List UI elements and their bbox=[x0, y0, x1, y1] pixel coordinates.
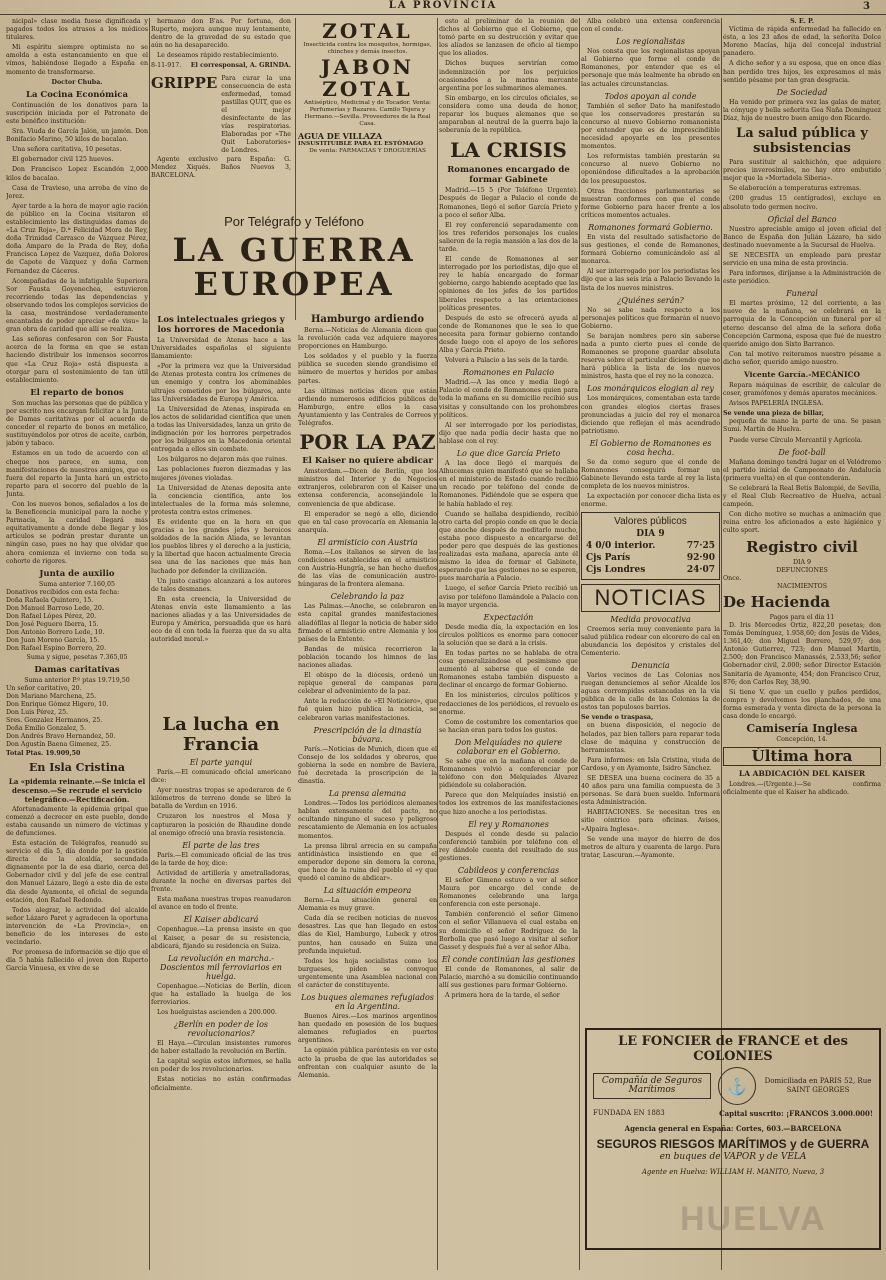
article-text: Esta mañana nuestras tropas reanudaron el avance en todo el frente. bbox=[151, 896, 291, 912]
water-sale: De venta: FARMACIAS Y DROGUERÍAS bbox=[309, 148, 426, 154]
article-text: Son muchas las personas que de pública y por escrito nos encargan felicitar a la Junta de Damas caritativas por el acuerdo de conceder el reparto de bonos en metálico, sustituyéndolos por otros de aceite, carbón, jabón y tabaco. bbox=[6, 399, 148, 448]
classified: SE NECESITA un empleado para prestar servicio en una mina de esta provincia. bbox=[723, 251, 881, 267]
article-text: en buena disposición, el negocio de helados, paz bien tallers para reparar toda clase de máquina y construcción de herramientas. bbox=[581, 722, 720, 754]
article-text: El conde de Romanones al ser interrogado por los periodistas, dijo que el rey le había encargado de formar gobierno, cargo habiendo aceptado que las opiniones de los jefes de los partidos liberales respecto a las orientaciones políticas presentes. bbox=[439, 256, 578, 312]
article-text: El rey conferenció separadamente con los tres referidos personajes los cuales salieron de la regia mansión a las dos de la tarde. bbox=[439, 221, 578, 253]
list-item: Don Mariano Marchena, 25. bbox=[6, 692, 97, 700]
subheadline: Don Melquíades no quiere colaborar en el Gobierno. bbox=[454, 737, 563, 756]
subheadline: El rey y Romanones bbox=[468, 819, 549, 829]
article-text: La Universidad de Atenas deposita ante la conciencia científica, ante los intelectuales de la forma más solemne, protesta contra estos crímenes. bbox=[151, 484, 291, 516]
headline-bonos: El reparto de bonos bbox=[30, 387, 124, 398]
classified: Repara máquinas de escribir, de calcular de coser, gramófonos y demás aparatos mecánicos. bbox=[723, 382, 881, 398]
article-text: Cuando se hallaba despidiendo, recibió otro carta del propio conde en que le decía que anoche después de meditarlo mucho, estaba poco dispuesto a encargarse del poder pero que después de las gestiones realizadas esta mañana, aparecía ante él mismo la idea de formar el Gabinete, esperando que las gestiones no se esperen, pues marcharía a Palacio. bbox=[439, 510, 578, 583]
date: 8-11-917. bbox=[151, 62, 182, 70]
subheadline: Oficial del Banco bbox=[767, 214, 837, 224]
article-text: Al ser interrogado por los periodistas, dijo que nada podía decir hasta que no hablase con el rey. bbox=[439, 421, 578, 445]
article-text: Nos consta que los regionalistas apoyan al Gobierno que forme el conde de Romanones, por entender que es el personaje que más lealmente ha obrado en las actuales circunstancias. bbox=[581, 48, 720, 88]
headline-hamburgo: Hamburgo ardiendo bbox=[310, 314, 425, 325]
list-item: Doña Emilio Gonzalez, 5. bbox=[6, 725, 87, 733]
page-number: 3 bbox=[863, 1, 872, 12]
subheadline: El conde continúan las gestiones bbox=[441, 954, 576, 964]
article-text: Suma anterior P.º ptas 19.719,50 bbox=[24, 676, 130, 684]
registro-day: DIA 9 bbox=[792, 558, 812, 566]
subheadline: Los buques alemanes refugiados en la Argentina. bbox=[301, 993, 434, 1012]
subheadline: Denuncia bbox=[631, 660, 670, 670]
subheadline: ¿Quiénes serán? bbox=[617, 295, 684, 305]
headline-junta: Junta de auxilio bbox=[39, 568, 115, 579]
headline-isla-cristina: En Isla Cristina bbox=[29, 760, 125, 774]
ad-founded: FUNDADA EN 1883 bbox=[593, 1109, 665, 1117]
list-item: Don Juan Moreno García, 15. bbox=[6, 637, 100, 645]
subheadline: El Gobierno de Romanones es cosa hecha. bbox=[589, 438, 712, 457]
article-text: Para sustituir al salchichón, que adquiere precios inverosímiles, no hay otro embutido mejor que la «Mortadela Siberia». bbox=[723, 159, 881, 183]
headline-damas: Damas caritativas bbox=[34, 664, 120, 675]
subheadline: Romanones encargado de formar Gabinete bbox=[447, 165, 570, 186]
article-text: nicipal» clase media fuese dignificada y pagados todos los atrasos a los médicos titulares. bbox=[6, 18, 148, 42]
article-text: Amsterdam.—Dicen de Berlín, que los ministros del Interior y de Negocios extranjeros, celebraron con el Kaiser una extensa conferencia, aconsejándole la conveniencia de que abdicase. bbox=[298, 468, 437, 508]
article-text: La capital según estos informes, se halla en poder de los revolucionarios. bbox=[151, 1058, 291, 1074]
article-text: Total Ptas. 19.909,50 bbox=[6, 749, 81, 757]
classified: Se vende una mayor de hierro de dos metros de altura y cuarenta de largo. Para tratar, Lascuran.—Ayamonte. bbox=[581, 835, 720, 859]
article-text: Se celebrará la Real Betis Balompié, de Sevilla, y el Real Club Recreativo de Huelva, actual campeón. bbox=[723, 484, 881, 509]
article-text: Después de esto se ofrecerá ayuda al conde de Romanones que le sea lo que necesita para formar gobierno contando desde luego con el apoyo de los señores Alba y García Prieto. bbox=[439, 314, 578, 355]
headline-salud: La salud pública y subsistencias bbox=[736, 126, 868, 157]
ad-company: Compañía de Seguros Marítimos bbox=[593, 1073, 711, 1099]
classified-head: Se vende o traspasa, bbox=[581, 714, 654, 722]
article-text: El conde de Romanones, al salir de Palacio, marchó a su domicilio continuando allí sus gestiones para formar Gobierno. bbox=[439, 965, 578, 989]
article-text: El Haya.—Circulan insistentes rumores de haber estallado la revolución en Berlín. bbox=[151, 1040, 291, 1056]
article-text: La opinión pública paréntesis en ver este acto la prueba de que las autoridades se enfrentan con cualquier asunto de la Alemania. bbox=[298, 1047, 437, 1079]
article-text: Las señoras confesaron con Sor Fausta acerca de la forma en que se estan haciendo distribuir los inmensos socorros que «La Cruz Roja» está dispuesta a otorgar para el sostenimiento de tan útil establecimiento. bbox=[6, 336, 148, 384]
water-title: AGUA DE VILLAZA bbox=[298, 131, 383, 141]
subheadline: Lo que dice García Prieto bbox=[456, 449, 561, 459]
list-item: Don Luis Pérez, 25. bbox=[6, 709, 69, 717]
ad-riesgos: SEGUROS RIESGOS MARÍTIMOS y de GUERRA bbox=[596, 1137, 870, 1151]
article-text: A dicho señor y a su esposa, que en once días han perdido tres hijos, les expresamos el más sentido pésame por tan gran desgracia. bbox=[723, 60, 881, 84]
article-text: Ha venido por primera vez las galas de mater, la cónyuge y bella señorita Gea Ñaña Domínguez Díaz, hija de nuestro buen amigo don Ricardo. bbox=[723, 98, 881, 122]
article-text: Esta estación de Telégrafos, reanudó su servicio el día 5, día donde por la gestión directa de la alcaldía, secundada dignamente por la de esa diario, cerca del Gobernador civil y del jefe de ese central don Manuel Lázaro, llegó a este dia de este dia desde Ayamonte, el oficial de segunda estación, don Rafael Redondo. bbox=[6, 839, 148, 904]
article-text: Los reformistas también prestarán su concurso al nuevo Gobierno no oponiéndose dificultades a la aprobación de los presupuestos. bbox=[581, 153, 720, 185]
article-text: Ayer nuestras tropas se apoderaron de 6 kilómetros de terreno donde se libró la batalla de Verdun en 1916. bbox=[151, 787, 291, 811]
article-text: Se da como seguro que el conde de Romanones conseguirá formar un Gabinete llevando esta tarde al rey la lista completa de los nuevos ministros. bbox=[581, 458, 720, 491]
grippe-agent: Agente exclusivo para España: G. Mendez Xiqués. Baños Nuevos 3, BARCELONA. bbox=[151, 155, 291, 179]
article-text: Copenhague.—Noticias de Berlín, dicen que ha estallado la huelga de los ferroviarios. bbox=[151, 982, 291, 1006]
soap-title: JABON ZOTAL bbox=[321, 55, 414, 101]
column-4 bbox=[439, 18, 578, 1272]
article-text: También el señor Dato ha manifestado que los conservadores prestarán su concurso al nuevo Gobierno romanonista por entender que es de imprescindible necesidad apoyarle en los presentes momentos. bbox=[581, 102, 720, 151]
subheadline: La revolución en marcha.-Doscientos mil ferroviarios en huelga. bbox=[160, 953, 282, 981]
article-text: Buenos Aires.—Los marinos argentinos han quedado en posesión de los buques alemanes refugiados en puertos argentinos. bbox=[298, 1013, 437, 1045]
subheadline: Celebrando la paz bbox=[330, 592, 405, 602]
article-text: Suma anterior 7.160,05 bbox=[38, 580, 116, 588]
article-text: Berna.—La situación general en Alemania es muy grave. bbox=[298, 897, 437, 913]
article-text: Afortunadamente la epidemia gripal que comenzó a decrecer en este pueblo, donde estaba causando un número de víctimas y de defunciones. bbox=[6, 805, 148, 837]
article-text: Estas noticias no están confirmadas oficialmente. bbox=[151, 1076, 291, 1092]
ad-title: LE FONCIER de FRANCE et des COLONIES bbox=[618, 1034, 848, 1064]
article-text: D. Iris Mercedes Ortiz, 822,20 pesetas; don Tomás Domínguez, 1.958,60; don Jesús de Vides, 1.361,40; don Miguel Borrero, 529,97; don Antonio Gutierrez, 723; don Manuel Martín, 2.500; don Francisco Manassés, 2.533,56; señor Gobernador civil, 2.000; señor Director Estación Sanitaria de Ayamonte, 454; don Francisco Cruz, 876; don Carlos Rey, 38,90. bbox=[723, 621, 881, 686]
article-text: Desde media día, la expectación en los círculos políticos es enorme para conocer la solución que se dará a la crisis. bbox=[439, 623, 578, 647]
article-text: Los monárquicos, comentaban esta tarde con grandes elogios ciertas frases pronunciadas a juicio del rey el monarca diciendo que reflejan el más acendrado patriotismo. bbox=[581, 395, 720, 435]
list-item: Don José Peguero Iberra, 15. bbox=[6, 621, 99, 629]
article-text: Con tal motivo reiteramos nuestro pésame a dicho señor, querido amigo nuestro. bbox=[723, 350, 881, 366]
banner-title: LA GUERRA EUROPEA bbox=[172, 231, 416, 303]
article-text: En todas partes no se hablaba de otra cosa generalizándose el pesimismo que aumentó al saberse que el conde de Romanones estaba también dispuesto a declinar el encargo de formar Gobierno. bbox=[439, 650, 578, 690]
column-5 bbox=[581, 18, 720, 1020]
article-text: Copenhague.—La prensa insiste en que el Kaiser, a pesar de su resistencia, abdicará, fijando su residencia en Suiza. bbox=[151, 926, 291, 950]
article-text: Sin embargo, en los círculos oficiales, se considera como una deuda de honor, reparar los buques alemanes que se amparaban al neutral de la guerra bajo la soberanía de la república. bbox=[439, 94, 578, 135]
subheadline: La «pidemia reinante.—Se inicia el descenso.—Se recrude el servicio telegráfico.—Rectificación. bbox=[8, 776, 146, 804]
article-text: No se sabe nada respecto a los personajes políticos que formarán el nuevo Gobierno. bbox=[581, 306, 720, 330]
column-6 bbox=[723, 18, 881, 1020]
column-rule bbox=[437, 18, 438, 1270]
archive-watermark: HUELVA bbox=[680, 1200, 827, 1238]
article-text: Acompañadas de la infatigable Superiora Sor Fausta Goyenechea, estuvieron recorriendo todas las dependencias y observando todos los complejos servicios de la casa, mostrándose verdaderamente encantadas de poder apreciar «de visu» la gran obra de caridad que allí se realiza. bbox=[6, 277, 148, 334]
column-rule bbox=[579, 18, 580, 1270]
article-text: Un justo castigo alcanzará a los autores de tales desmanes. bbox=[151, 577, 291, 593]
article-text: En esta creencia, la Universidad de Atenas envía este llamamiento a las naciones aliadas y a las Universidades de Europa y América, persuadida que es hará eco de él con toda la fuerza que da su alta autoridad moral.» bbox=[151, 595, 291, 644]
war-banner bbox=[151, 212, 437, 301]
article-text: Todos alegrar, le actividad del alcalde señor Lázaro Paret y agradecen la oportuna intervención de «La Provincia», en beneficio de los intereses de este vecindario. bbox=[6, 906, 148, 947]
subheadline: Expectación bbox=[483, 612, 534, 622]
values-title: Valores públicos bbox=[614, 515, 687, 527]
article-text: La expectación por conocer dicha lista es enorme. bbox=[581, 493, 720, 509]
article-text: París.—El comunicado oficial de las tres de la tarde de hoy, dice: bbox=[151, 851, 291, 867]
article-text: El señor Gimeno estuvo a ver al señor Maura por encargo del conde de Romanones celebrando una larga conferencia con este personaje. bbox=[439, 876, 578, 909]
article-text: Como de costumbre los comentarios que se hacían eran para todos los gustos. bbox=[439, 718, 578, 734]
classified: Puede verse Círculo Mercantil y Agrícola. bbox=[729, 436, 863, 444]
article-text: Dichos buques servirían como indemnización por los perjuicios ocasionados a la marina mercante argentina por los submarinos alemanes. bbox=[439, 60, 578, 92]
article-text: Pagos para el día 11 bbox=[769, 613, 835, 621]
subheadline: Romanones en Palacio bbox=[462, 368, 555, 378]
article-text: Las últimas noticias dicen que están ardiendo numerosos edificios públicos de Hamburgo, entre ellos la casa Ayuntamiento y las Centrales de Correos y Telégrafos. bbox=[298, 387, 437, 428]
headline-lucha: La lucha en Francia bbox=[162, 714, 280, 755]
headline-ultima: Última hora bbox=[723, 747, 881, 766]
article-text: Otras fracciones parlamentarias se muestran conformes con que el conde forme Gobierno para hacer frente a los críticos momentos actuales. bbox=[581, 187, 720, 219]
subheadline: El Kaiser abdicará bbox=[183, 915, 259, 925]
article-text: A las doce llegó el marqués de Alhucemas quien manifestó que se hallaba en el ministerio de Estado cuando recibió un recado por teléfono del conde de Romanones. Pidiéndole que se espera que le había hablado el rey. bbox=[439, 460, 578, 508]
article-text: La Universidad de Atenas, inspirada en los actos de solidaridad científica que unen a todas las Universidades, lanza un grito de indignación por los horrores perpetrados por los búlgaros en la Macedonia oriental entregada a ellos sin combate. bbox=[151, 405, 291, 454]
subheadline: Prescripción de la dinastía bávara. bbox=[313, 725, 422, 744]
article-text: El obispo de la diócesis, ordenó un repique general de campanas para celebrar el advenimiento de la paz. bbox=[298, 672, 437, 696]
article-text: Roma.—Los italianos se sirven de las condiciones establecidas en el armisticio con Austria-Hungría, se han hecho dueños de las vías de comunicación austro-húngaras de la frontera alemana. bbox=[298, 548, 437, 589]
article-text: Los soldados y el pueblo y la fuerza pública se suceden siendo grandísimo el número de muertos y heridos por ambas partes. bbox=[298, 353, 437, 385]
subheadline: LA ABDICACIÓN DEL KAISER bbox=[738, 769, 866, 779]
article-text: Mi espíritu siempre optimista no se amolda a esta estancamiento en que el vimos, habiéndose llegado a España en momento de transformarse. bbox=[6, 44, 148, 76]
value-row: 4 0/0 interior. 77·25 bbox=[586, 540, 715, 551]
classified-head: Se vende una pieza de billar, bbox=[723, 410, 824, 418]
article-text: Las poblaciones fueron diezmadas y las mujeres jóvenes violadas. bbox=[151, 466, 291, 482]
article-text: Con los nuevos bonos, señalados a los de la Beneficencia municipal para la noche y Parmacia, la caridad llegará más equitativamente a donde debe llegar y los artículos se podrán prestar durante un ningún caso, pues no hay que olvidar que ahora comienza el invierno con toda su cohorte de rigores. bbox=[6, 500, 148, 565]
article-text: La prensa libral arrecia en su campaña antidinástica insistiendo en que el emperador depone sin demora la corona, que hace de la ruina del pueblo el «y que quedó el camino de abdicar». bbox=[298, 842, 437, 882]
donor-list bbox=[6, 685, 148, 750]
subheadline: De foot-ball bbox=[778, 447, 826, 457]
ad-buques: en buques de VAPOR y de VELA bbox=[659, 1152, 807, 1162]
article-text: Ayer tarde a la hora de mayor agio ración de público en la Cocina visitaron el establecimiento las distinguidas damas de «La Cruz Roja», D.ª Felicidad Mora de Rey, doña Trinidad Carrasco de Vázquez Pérez, doña Amparo de la Prada de Rey, doña Francisca Lopez de Vazquez, doña Dolores de Capote de Vázquez y doña Carmen Fernandez de Cáceres. bbox=[6, 202, 148, 275]
registro-text: Once. bbox=[723, 574, 742, 582]
ad-capital: Capital suscrito: ¡FRANCOS 3.000.000! bbox=[719, 1109, 873, 1118]
subheadline: Medida provocativa bbox=[610, 614, 691, 624]
article-text: «Por la primera vez que la Universidad de Atenas protesta contra los crímenes de un enemigo y contra los abominables ultrajes cometidos por los búlgaros, ante las Universidades de Europa y América. bbox=[151, 363, 291, 403]
article-text: Al ser interrogado por los periodistas les dijo que a las seis iría a Palacio llevando la lista de los nuevos ministros. bbox=[581, 268, 720, 292]
article-text: Las Palmas.—Anoche, se celebraron en esta capital grandes manifestaciones aliadófilas al llegar la noticia de haber sido firmado el armisticio entre Alemania y los países de la Entente. bbox=[298, 603, 437, 643]
column-lucha bbox=[151, 712, 291, 1272]
list-item: Don Rafael Espino Borrero, 20. bbox=[6, 645, 107, 653]
subheadline: De Sociedad bbox=[776, 87, 828, 97]
zotal-ad bbox=[298, 20, 437, 155]
article-text: Después el conde desde su palacio conferenció también por teléfono con el rey dándole cuenta del resultado de sus gestiones. bbox=[439, 830, 578, 862]
subheadline: El Kaiser no quiere abdicar bbox=[302, 456, 433, 467]
article-text: Madrid.—15 5 (Por Teléfono Urgente). Después de llegar a Palacio el conde de Romanones, llegó el señor García Prieto y a poco el señor Alba. bbox=[439, 187, 578, 219]
article-text: (200 gradus 15 centígrados), excluye en absoluto todo germen nocivo. bbox=[723, 195, 881, 211]
article-text: Luego, el señor García Prieto recibió un aviso por teléfono llamándole a Palacio con la mayor urgencia. bbox=[439, 585, 578, 609]
subheadline: La prensa alemana bbox=[328, 789, 407, 799]
list-item: Doña Rafaela Quintero, 15. bbox=[6, 596, 94, 604]
article-text: hermano don B'as. Por fortuna, don Ruperto, mejora aunque muy lentamente, dentro de la gravedad de su estado que aún no ha desaparecido. bbox=[151, 18, 291, 50]
article-text: Alba celebró una extensa conferencia con el conde. bbox=[581, 18, 720, 34]
article-text: Continuación de los donativos para la suscripción iniciada por el Patronato de este benéfico institución: bbox=[6, 101, 148, 125]
subheadline: Cabildeos y conferencias bbox=[457, 865, 560, 875]
article-text: Los búlgaros no dejaron más que ruinas. bbox=[157, 456, 288, 464]
article-text: Se sabe que en la mañana el conde de Romanones volvió a conferenciar por teléfono con don Melquíades Álvarez pidiéndole su colaboración. bbox=[439, 757, 578, 790]
ad-agency: Agencia general en España: Cortes, 603.—BARCELONA bbox=[624, 1124, 842, 1133]
article-text: Ante la redacción de «El Noticiero», que fué quien hizo publica la noticia, se celebraron varias manifestaciones. bbox=[298, 698, 437, 722]
column-2-top bbox=[151, 18, 291, 200]
article-text: Madrid.—A las once y media llegó a Palacio el conde de Romanones quien para toda la mañana en su domicilio recibió sus visitas y consultando con los prohombres políticos. bbox=[439, 379, 578, 419]
article-text: Para informes: en Isla Cristina, viuda de Cardoso, y en Ayamonte, Isidro Sánchez. bbox=[581, 756, 720, 772]
article-text: Londres.—Todos los periódicos alemanes hablan extensamente del pacto, no ocultando ninguno el suceso y peligroso rescatamiento de Alemania en los actuales momentos. bbox=[298, 800, 437, 840]
classified: Para informes, diríjanse a la Administración de este periódico. bbox=[723, 270, 881, 286]
article-text: A primera hora de la tarde, el señor bbox=[445, 992, 560, 1000]
subheadline: El armisticio con Austria bbox=[317, 537, 418, 547]
donor-list bbox=[6, 597, 148, 654]
column-paz bbox=[298, 312, 437, 1272]
article-text: En vista del resultado satisfactorio de sus gestiones, el conde de Romanones, formará Gobierno comunicándolo así al monarca. bbox=[581, 233, 720, 266]
article-text: Una señora caritativa, 10 pesetas. bbox=[12, 146, 122, 154]
grippe-text: Para curar la una consecuencia de esta enfermedad, tomad pastillas QUIT, que es el mejor desinfectante de las vías respiratorias. Elaboradas por «The Quit Laboratories» de Londres. bbox=[221, 74, 291, 155]
article-text: Mañana domingo tendrá lugar en el Velódromo el partido inicial de Campeonato de Andalucía (primera vuelta) en el que contenderán. bbox=[723, 458, 881, 482]
article-text: Volverá a Palacio a las seis de la tarde. bbox=[445, 357, 569, 365]
headline-camiseria: Camisería Inglesa bbox=[746, 722, 858, 736]
subheadline: ¿Berlín en poder de los revolucionarios? bbox=[173, 1020, 268, 1039]
headline-greeks: Los intelectuales griegos y los horrores de Macedonia bbox=[157, 315, 285, 335]
article-text: Donativos recibidos con esta fecha: bbox=[6, 588, 120, 596]
water-sub: INSUSTITUIBLE PARA EL ESTÓMAGO bbox=[298, 141, 424, 147]
classified: SE DESEA una buena cocinera de 35 a 40 años para una familia compuesta de 3 personas. Se dará buen sueldo. Informará esta Administración. bbox=[581, 775, 720, 807]
article-text: Es evidente que en la hora en que gracias a los grandes jefes y heroicos soldados de la nación Aliada, se levantan los pueblos libres y el derecho a la justicia, y la libertad que hacen actualmente Grecia sea una de las naciones que más han luchado por defender la civilización. bbox=[151, 518, 291, 575]
article-text: Estamos en un todo de acuerdo con el cheque nos parece, en suma, con manifestaciones de nuestros amigos, que es fuera del reparto la Junta hará un estricto reparto para el socorro del pueblo de la Junta. bbox=[6, 450, 148, 498]
ad-agent: Agente en Huelva: WILLIAM H. MANITO, Nueva, 3 bbox=[641, 1168, 825, 1176]
classified: pequeña de mano la parte de una. Se pasan Sumi. Martín de Huelva. bbox=[723, 418, 881, 434]
subheadline: Funeral bbox=[786, 289, 818, 299]
soap-text: Antiséptico, Medicinal y de Tocador. Venta: Perfumerías y Bazares. Camilo Tejera y Hermano.—Sevilla. Proveedores de la Real Casa. bbox=[303, 100, 432, 127]
article-text: Berna.—Noticias de Alemania dicen que la revolución cada vez adquiere mayores proporciones en Hamburgo. bbox=[298, 327, 437, 351]
column-rule bbox=[149, 18, 150, 1270]
headline-crisis: LA CRISIS bbox=[450, 138, 567, 163]
article-text: Parece que don Melquíades insistió en todos los extremos de las manifestaciones que hizo anoche a los periodistas. bbox=[439, 792, 578, 816]
article-text: Se barajan nombres pero sin saberse nada a punto cierto pues el conde de Romanones se propone guardar absoluta reserva sobre el particular diciendo que no hará pública la lista de los nuevos ministros, hasta que el rey no la conozca. bbox=[581, 332, 720, 381]
article-text: Los huelguistas ascienden a 200.000. bbox=[157, 1008, 277, 1016]
registro-nac: NACIMIENTOS bbox=[776, 582, 828, 590]
article-text: Cada día se reciben noticias de nuevos desastres. Las que han llegado en estos días de Kiel, Hamburgo, Lubeck y otros puntos, han causado en Suiza una profunda inquietud. bbox=[298, 915, 437, 955]
article-text: Con dicho motivo se muchas a animación que reina entre los aficionados a este higiénico y culto sport. bbox=[723, 511, 881, 535]
subheadline: La situación empeora bbox=[323, 886, 412, 896]
list-item: Don Agustín Baena Gimenez, 25. bbox=[6, 741, 112, 749]
column-1 bbox=[6, 18, 148, 1272]
signature: El corresponsal, A. GRINDA. bbox=[190, 62, 291, 70]
article-text: Se elaboración a temperaturas extremas. bbox=[729, 185, 862, 193]
classified: Si tiene V. que un cuello y puños perdidos, compra y devolvemos los planchados, de una forma esmerada y venta directa de la persona la casa donde lo encargó. bbox=[723, 688, 881, 720]
anchor-icon: ⚓ bbox=[718, 1067, 756, 1105]
grippe-title: GRIPPE bbox=[151, 73, 218, 92]
subheadline: Todos apoyan al conde bbox=[604, 91, 697, 101]
subheadline: Romanones formará Gobierno. bbox=[588, 222, 713, 232]
article-text: Víctima de rápida enfermedad ha fallecido en ésta, a los 23 años de edad, la señorita Dolce Moreno Macías, hija del concejal industrial panadero. bbox=[723, 26, 881, 58]
headline-noticias: NOTICIAS bbox=[581, 584, 720, 612]
stock-values bbox=[581, 512, 720, 580]
article-text: Todos los hoja socialistas como los burgueses, piden se convoque urgentemente una Asamblea nacional con el carácter de constituyente. bbox=[298, 957, 437, 989]
classified: HABITACIONES. Se necesitan tres en sitio céntrico para oficinas. Avisos, «Alpaira Inglesa». bbox=[581, 809, 720, 833]
list-item: Don Antonio Borrero Lede, 10. bbox=[6, 629, 105, 637]
subheadline: El parte yanqui bbox=[189, 758, 253, 767]
banner-subtitle: Por Telégrafo y Teléfono bbox=[224, 214, 364, 229]
subheadline: Los regionalistas bbox=[615, 37, 686, 47]
article-text: Creemos sería muy conveniente para la salud pública rodear con elcorero de cal en abundancia los depósitos y cristales del Cementerio. bbox=[581, 625, 720, 657]
article-text: Concepción, 14. bbox=[776, 736, 828, 744]
masthead-title: LA PROVINCIA bbox=[388, 0, 498, 11]
article-text: El emperador se negó a ello, diciendo que en tal caso provocaría en Alemania la anarquía. bbox=[298, 510, 437, 534]
article-text: París.—El comunicado oficial americano dice: bbox=[151, 769, 291, 785]
article-text: Bandas de música recorrieron la población tocando los himnos de las naciones aliadas. bbox=[298, 645, 437, 669]
masthead bbox=[0, 0, 886, 15]
article-text: Sra. Viuda de García Jalón, un jamón. Don Bonifacio Marino, 50 kilos de bacalao. bbox=[6, 128, 148, 144]
article-text: En los ministerios, círculos políticos y redacciones de los periódicos, el revuelo es enorme. bbox=[439, 692, 578, 716]
registro-def: DEFUNCIONES bbox=[776, 566, 828, 574]
zotal-text: Insecticida contra los mosquitos, hormigas, chinches y demás insectos. bbox=[303, 42, 432, 55]
article-text: Suma y sigue, pesetas 7.365,05 bbox=[26, 653, 128, 661]
signature: Doctor Chuba. bbox=[51, 78, 103, 86]
article-text: Le deseamos rápido restablecimiento. bbox=[157, 52, 279, 60]
headline-paz: POR LA PAZ bbox=[299, 430, 436, 455]
headline-cocina: La Cocina Económica bbox=[25, 89, 128, 100]
article-text: También conferenció el señor Gimeno con el señor Villanueva el cual estaba en su domicilio el señor Rodríguez de la Borbolla que pasó luego a visitar al señor Gasset y después fué a ver al señor Alba. bbox=[439, 911, 578, 951]
headline-hacienda: De Hacienda bbox=[723, 592, 831, 611]
article-text: Cruzaron los nuestros el Mosa y capturaron la posición de Rhaudine donde al enemigo ofreció una bravía resistencia. bbox=[151, 813, 291, 837]
article-text: esto al preliminar de la reunión de dichos al Gobierno que el Gobierno, que tomó parte en su destrucción y evitar que los aliados se lanzasen de oficio al tiempo que los aliados. bbox=[439, 18, 578, 58]
article-text: Nuestro apreciable amigo el joven oficial del Banco de España don Julián Lázaro, ha sido destinado nuevamente a la Sucursal de Huelva. bbox=[723, 225, 881, 249]
list-item: Don Rafael Lópes Pérez, 20. bbox=[6, 613, 97, 621]
classified: Avisos PAPELERÍA INGLESA. bbox=[729, 400, 824, 408]
list-item: Sres. Gonzalez Hermanos, 25. bbox=[6, 717, 103, 725]
sep: S. E. P. bbox=[790, 18, 814, 25]
column-greeks bbox=[151, 312, 291, 680]
values-day: DIA 9 bbox=[636, 528, 665, 539]
article-text: La Universidad de Atenas hace a las Universidades españolas el siguiente llamamiento: bbox=[151, 337, 291, 361]
value-row: Cjs Londres 24·07 bbox=[586, 564, 715, 575]
zotal-title: ZOTAL bbox=[322, 19, 413, 43]
list-item: Un señor caritativo, 20. bbox=[6, 684, 82, 692]
headline-registro: Registro civil bbox=[746, 537, 858, 556]
subheadline: Los monárquicos elogian al rey bbox=[587, 384, 714, 394]
subheadline: El parte de las tres bbox=[182, 840, 260, 850]
list-item: Don Andrés Bravo Hernandez, 50. bbox=[6, 733, 116, 741]
article-text: Actividad de artillería y ametralladoras, durante la noche en diversas partes del frente. bbox=[151, 869, 291, 894]
list-item: Don Manuel Barroso Lede, 20. bbox=[6, 605, 104, 612]
article-text: Casa de Travieso, una arroba de vino de Jerez. bbox=[6, 184, 148, 200]
article-text: Varios vecinos de Las Colonias nos ruegan denunciemos al señor Alcalde los aguas corrompidas estancadas en la vía pública de la calle de las Colonias la de estos tan populosos barrios. bbox=[581, 671, 720, 712]
article-text: El gobernador civil 125 huevos. bbox=[12, 156, 114, 164]
article-text: El martes próximo, 12 del corriente, a las nueve de la mañana, se celebrará en la parroquia de la Concepción un funeral por el eterno descanso del alma de la señora doña Concepción Carmona, esposa que fué de nuestro querido amigo don Sixto Barranco. bbox=[723, 300, 881, 348]
article-text: Por promesa de información se dijo que el día 5 había fallecido el joven don Ruperto García Vinuesa, ex vive de se bbox=[6, 949, 148, 973]
classified-head: Vicente García.-MECÁNICO bbox=[743, 370, 861, 379]
ad-domicile: Domiciliada en PARIS 52, Rue SAINT GEORGES bbox=[764, 1077, 872, 1094]
article-text: Don Francisco Lopez Escandón 2,000 kilos de bacalao. bbox=[6, 166, 148, 182]
article-text: Londres.—(Urgente.)—Se confirma oficialmente que el Kaiser ha abdicado. bbox=[723, 781, 881, 797]
value-row: Cjs París 92·90 bbox=[586, 552, 715, 563]
list-item: Don Enrique Gómez Higero, 10. bbox=[6, 700, 109, 708]
article-text: París.—Noticias de Munich, dicen que el Consejo de los soldados y obreros, que gobierna la sede en nombre de Baviera, fué decretada la proscripción de la dinastía. bbox=[298, 745, 437, 786]
